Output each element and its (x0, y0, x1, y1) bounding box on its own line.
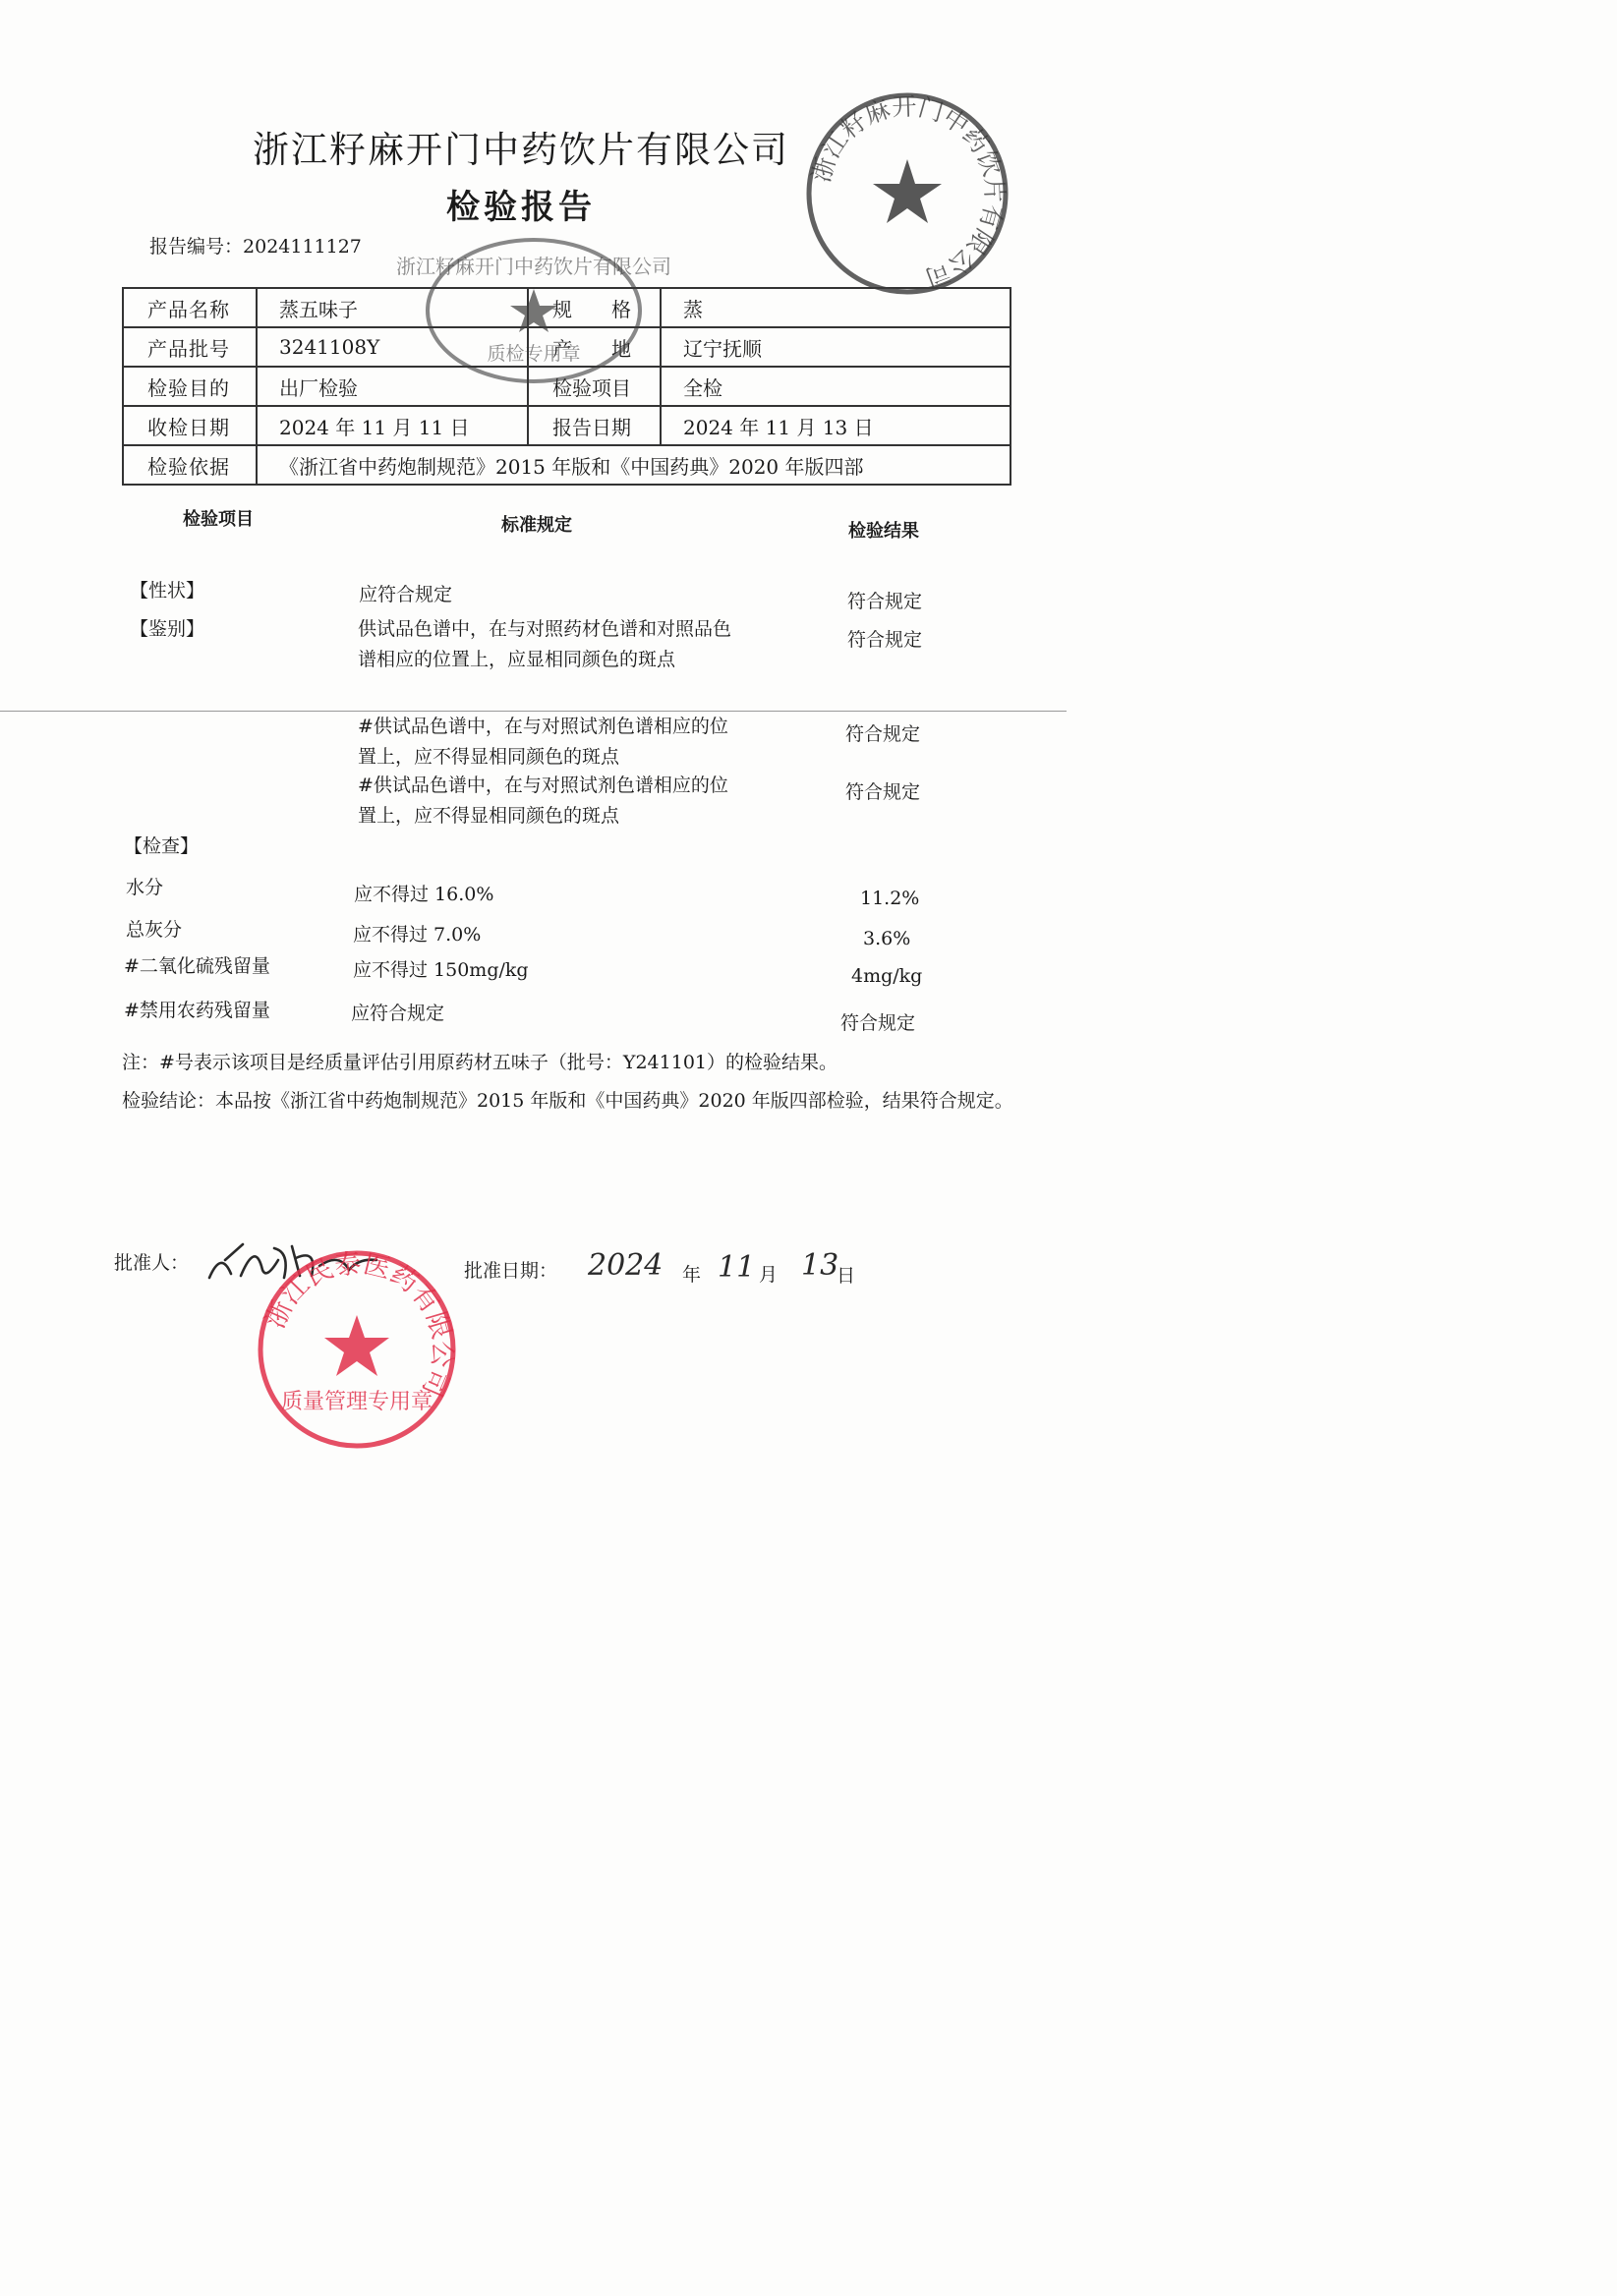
col-header-result: 检验结果 (848, 521, 919, 542)
pesticide-item: #禁用农药残留量 (124, 1000, 270, 1021)
svg-text:质检专用章: 质检专用章 (487, 343, 581, 365)
purpose-label: 检验目的 (123, 367, 257, 406)
approve-date-day: 13 (801, 1248, 839, 1283)
qc-stamp (396, 232, 671, 389)
ident3-standard: #供试品色谱中，在与对照试剂色谱相应的位置上，应不得显相同颜色的斑点 (358, 775, 728, 827)
note: 注：#号表示该项目是经质量评估引用原药材五味子（批号：Y241101）的检验结果。 (122, 1052, 837, 1073)
ash-result: 3.6% (863, 928, 911, 949)
report-number (149, 232, 362, 258)
company-stamp (804, 90, 1011, 297)
water-result: 11.2% (860, 888, 920, 909)
product-name-value: 蒸五味子 (257, 288, 528, 327)
item-label: 检验项目 (528, 367, 661, 406)
traits-label: 【性状】 (130, 580, 205, 602)
batch-value: 3241108Y (257, 327, 528, 367)
product-name-label: 产品名称 (123, 288, 257, 327)
report-number-value: 2024111127 (243, 236, 362, 258)
table-row (123, 406, 1011, 445)
water-standard: 应不得过 16.0% (354, 884, 494, 905)
approve-date-label: 批准日期： (464, 1260, 558, 1282)
spec-value: 蒸 (661, 288, 1011, 327)
traits-result: 符合规定 (847, 591, 923, 612)
ident-standard: 供试品色谱中，在与对照药材色谱和对照品色谱相应的位置上，应显相同颜色的斑点 (358, 618, 732, 670)
svg-text:质量管理专用章: 质量管理专用章 (280, 1390, 433, 1414)
ash-item: 总灰分 (126, 919, 183, 941)
col-header-item: 检验项目 (183, 509, 254, 530)
ident2-standard: #供试品色谱中，在与对照试剂色谱相应的位置上，应不得显相同颜色的斑点 (358, 716, 728, 768)
batch-label: 产品批号 (123, 327, 257, 367)
traits-standard: 应符合规定 (359, 584, 453, 605)
ident2-result: 符合规定 (845, 723, 921, 745)
report-date-value: 2024 年 11 月 13 日 (661, 406, 1011, 445)
purpose-value: 出厂检验 (257, 367, 528, 406)
ident-result: 符合规定 (847, 629, 923, 651)
ident3-result: 符合规定 (845, 781, 921, 803)
basis-label: 检验依据 (123, 445, 257, 485)
spec-label: 规 格 (528, 288, 661, 327)
so2-item: #二氧化硫残留量 (124, 955, 270, 977)
pesticide-result: 符合规定 (840, 1012, 916, 1034)
company-name: 浙江籽麻开门中药饮片有限公司 (253, 129, 789, 171)
approver-label: 批准人： (114, 1252, 190, 1274)
report-title: 检验报告 (446, 188, 596, 227)
conclusion: 检验结论：本品按《浙江省中药炮制规范》2015 年版和《中国药典》2020 年版四部检验，结果符合规定。 (122, 1090, 1013, 1112)
svg-text:浙江民泰医药有限公司: 浙江民泰医药有限公司 (260, 1248, 458, 1402)
svg-text:浙江籽麻开门中药饮片有限公司: 浙江籽麻开门中药饮片有限公司 (396, 255, 671, 278)
receive-date-value: 2024 年 11 月 11 日 (257, 406, 528, 445)
svg-text:浙江籽麻开门中药饮片有限公司: 浙江籽麻开门中药饮片有限公司 (806, 91, 1010, 293)
table-row (123, 445, 1011, 485)
item-value: 全检 (661, 367, 1011, 406)
report-number-label: 报告编号： (149, 236, 244, 258)
col-header-standard: 标准规定 (501, 515, 572, 536)
origin-value: 辽宁抚顺 (661, 327, 1011, 367)
receive-date-label: 收检日期 (123, 406, 257, 445)
water-item: 水分 (126, 877, 164, 898)
ident-label: 【鉴别】 (130, 618, 205, 640)
approve-date-month: 11 (718, 1250, 756, 1285)
basis-value: 《浙江省中药炮制规范》2015 年版和《中国药典》2020 年版四部 (257, 445, 1011, 485)
check-label: 【检查】 (124, 835, 200, 857)
ash-standard: 应不得过 7.0% (353, 924, 482, 946)
approve-date-day-unit: 日 (837, 1265, 856, 1287)
so2-standard: 应不得过 150mg/kg (353, 959, 529, 981)
so2-result: 4mg/kg (851, 965, 923, 987)
approve-date-year: 2024 (588, 1248, 664, 1283)
report-date-label: 报告日期 (528, 406, 661, 445)
origin-label: 产 地 (528, 327, 661, 367)
red-stamp (254, 1246, 460, 1453)
approve-date-month-unit: 月 (759, 1264, 779, 1286)
pesticide-standard: 应符合规定 (351, 1003, 445, 1024)
approve-date-year-unit: 年 (682, 1264, 702, 1286)
